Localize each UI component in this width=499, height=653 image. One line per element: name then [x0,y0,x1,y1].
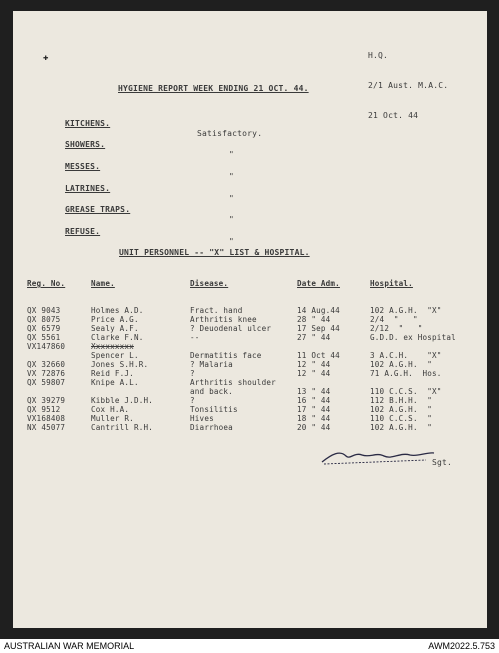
report-title: HYGIENE REPORT WEEK ENDING 21 OCT. 44. [118,84,309,93]
table-row [27,306,477,315]
column-header-date-adm: Date Adm. [297,279,340,288]
reg-no-cell: QX 9043 [27,306,61,315]
name-cell: Cox H.A. [91,405,130,414]
date-adm-cell: 28 " 44 [297,315,331,324]
column-header-hospital: Hospital. [370,279,413,288]
table-row [27,360,477,369]
date-adm-cell: 18 " 44 [297,414,331,423]
table-row [27,423,477,432]
header-block [368,31,448,141]
hospital-cell: 102 A.G.H. " [370,360,433,369]
hospital-cell: 102 A.G.H. " [370,423,433,432]
signature-rank: Sgt. [432,458,453,467]
name-cell: Spencer L. [91,351,139,360]
table-row [27,342,477,351]
date-adm-cell: 12 " 44 [297,360,331,369]
disease-cell: Tonsilitis [190,405,238,414]
section-value: " [229,237,235,246]
hospital-cell: 110 C.C.S. " [370,414,433,423]
disease-cell: Arthritis knee [190,315,257,324]
table-row [27,378,477,387]
disease-cell: -- [190,333,200,342]
table-body [27,306,477,432]
hospital-cell: 3 A.C.H. "X" [370,351,442,360]
table-row [27,351,477,360]
reg-no-cell: NX 45077 [27,423,66,432]
name-cell: Reid F.J. [91,369,134,378]
section-value: " [229,150,235,159]
reg-no-cell: QX 6579 [27,324,61,333]
section-label: GREASE TRAPS. [65,205,131,214]
hospital-cell: 112 B.H.H. " [370,396,433,405]
header-line-hq: H.Q. [368,51,389,60]
hospital-cell: 102 A.G.H. " [370,405,433,414]
signature-mark [318,446,438,468]
section-label: REFUSE. [65,227,101,236]
section-value: " [229,215,235,224]
document-sheet [13,11,487,628]
pen-mark: ✚ [43,53,49,63]
date-adm-cell: 20 " 44 [297,423,331,432]
date-adm-cell: 12 " 44 [297,369,331,378]
reg-no-cell: QX 8075 [27,315,61,324]
disease-cell: and back. [190,387,233,396]
header-line-date: 21 Oct. 44 [368,111,419,120]
reg-no-cell: VX168408 [27,414,66,423]
section-label: MESSES. [65,162,101,171]
reg-no-cell: QX 9512 [27,405,61,414]
name-cell: Cantrill R.H. [91,423,154,432]
name-cell: Sealy A.F. [91,324,139,333]
disease-cell: Dermatitis face [190,351,262,360]
reg-no-cell: VX147860 [27,342,66,351]
name-cell: Holmes A.D. [91,306,144,315]
hospital-cell: 102 A.G.H. "X" [370,306,442,315]
disease-cell: ? [190,369,195,378]
table-row [27,315,477,324]
disease-cell: ? Deuodenal ulcer [190,324,272,333]
header-line-unit: 2/1 Aust. M.A.C. [368,81,449,90]
column-header-disease: Disease. [190,279,229,288]
reg-no-cell: QX 39279 [27,396,66,405]
date-adm-cell: 13 " 44 [297,387,331,396]
name-cell: Price A.G. [91,315,139,324]
name-cell: Knipe A.L. [91,378,139,387]
table-row [27,414,477,423]
table-row [27,405,477,414]
date-adm-cell: 14 Aug.44 [297,306,340,315]
personnel-table [27,261,477,450]
date-adm-cell: 11 Oct 44 [297,351,340,360]
name-cell: Muller R. [91,414,134,423]
disease-cell: Arthritis shoulder [190,378,276,387]
disease-cell: Hives [190,414,214,423]
hospital-cell: G.D.D. ex Hospital [370,333,456,342]
date-adm-cell: 17 Sep 44 [297,324,340,333]
table-row [27,387,477,396]
name-cell: Jones S.H.R. [91,360,149,369]
footer-institution: AUSTRALIAN WAR MEMORIAL [4,641,135,651]
reg-no-cell: QX 59807 [27,378,66,387]
disease-cell: ? [190,396,195,405]
section-value: " [229,194,235,203]
column-header-reg-no: Reg. No. [27,279,66,288]
date-adm-cell: 16 " 44 [297,396,331,405]
disease-cell: Fract. hand [190,306,243,315]
reg-no-cell: QX 32660 [27,360,66,369]
section-value: " [229,172,235,181]
unit-personnel-title: UNIT PERSONNEL -- "X" LIST & HOSPITAL. [119,248,310,257]
archive-footer [0,639,499,653]
name-cell: Xxxxxxxxx [91,342,134,351]
section-label: LATRINES. [65,184,111,193]
date-adm-cell: 27 " 44 [297,333,331,342]
section-label: SHOWERS. [65,140,106,149]
table-row [27,396,477,405]
reg-no-cell: QX 5561 [27,333,61,342]
table-row [27,324,477,333]
name-cell: Kibble J.D.H. [91,396,154,405]
table-row [27,369,477,378]
name-cell: Clarke F.N. [91,333,144,342]
section-label: KITCHENS. [65,119,111,128]
hospital-cell: 2/4 " " [370,315,418,324]
reg-no-cell: VX 72876 [27,369,66,378]
hospital-cell: 110 C.C.S. "X" [370,387,442,396]
footer-accession-number: AWM2022.5.753 [428,641,495,651]
hospital-cell: 2/12 " " [370,324,423,333]
disease-cell: ? Malaria [190,360,233,369]
column-header-name: Name. [91,279,115,288]
disease-cell: Diarrhoea [190,423,233,432]
date-adm-cell: 17 " 44 [297,405,331,414]
section-value: Satisfactory. [197,129,263,138]
hospital-cell: 71 A.G.H. Hos. [370,369,442,378]
table-header-row [27,279,477,288]
table-row [27,333,477,342]
